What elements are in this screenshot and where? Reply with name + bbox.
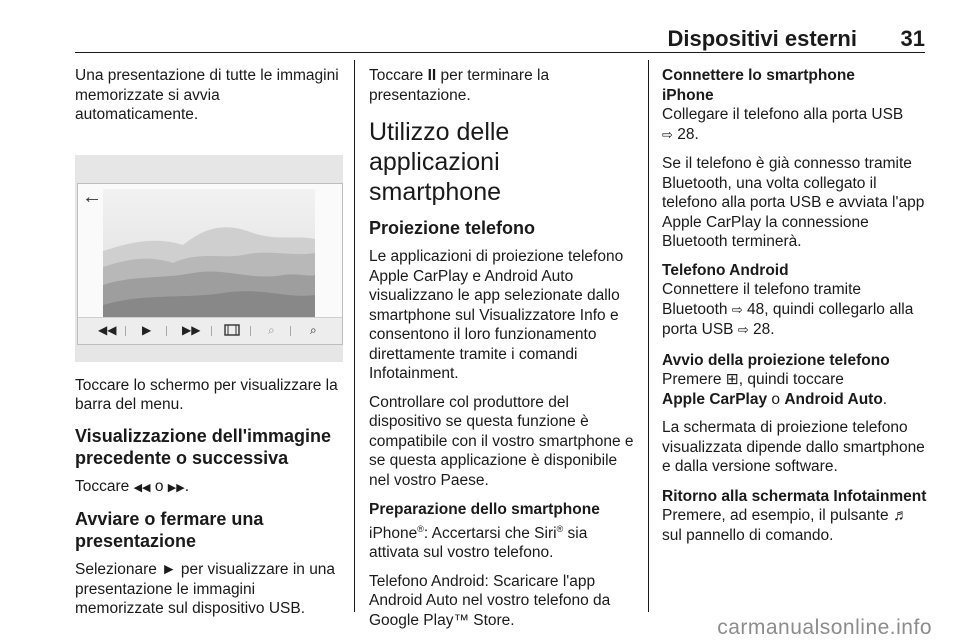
- back-arrow-icon[interactable]: ←: [82, 185, 102, 208]
- page-ref-arrow-icon: ⇨: [737, 323, 749, 338]
- projection-screen-note: La schermata di proiezione telefono visualizzata dipende dallo smartphone e dalla versione software.: [662, 419, 925, 475]
- aspect-ratio-icon[interactable]: [224, 324, 240, 339]
- mountain-photo: [103, 189, 315, 319]
- music-note-icon: ♬: [892, 507, 909, 524]
- watermark: carmanualsonline.info: [717, 616, 932, 639]
- android-connect-instruction: Connettere il telefono tramite Bluetooth ⇨ 48, quindi collegarlo alla porta USB ⇨ 28.: [662, 281, 914, 338]
- heading-connect-smartphone: Connettere lo smartphone: [662, 67, 855, 84]
- iphone-usb-instruction: Collegare il telefono alla porta USB ⇨ 28.: [662, 106, 904, 143]
- forward-icon: ▶▶: [167, 481, 185, 494]
- heading-start-projection: Avvio della proiezione telefono: [662, 351, 890, 369]
- heading-phone-projection: Proiezione telefono: [369, 218, 536, 238]
- home-icon: ⊞: [725, 371, 739, 388]
- menu-separator: [125, 326, 126, 336]
- menu-bar-caption: Toccare lo schermo per visualizzare la barra del menu.: [75, 376, 338, 413]
- page-number: 31: [900, 26, 925, 51]
- rewind-icon[interactable]: ◀◀: [98, 322, 117, 337]
- page-header: [75, 26, 925, 52]
- menu-separator: [211, 326, 212, 336]
- column-3: [662, 66, 927, 554]
- page-ref-arrow-icon: ⇨: [731, 302, 743, 318]
- compatibility-note: Controllare col produttore del dispositivo se questa funzione è compatibile con il vostro smartphone e se questa applicazione è disponibile nel vostro Paese.: [369, 393, 634, 489]
- mountain-landscape-image: [103, 189, 315, 319]
- screen-frame: [77, 183, 343, 345]
- menu-separator: [166, 326, 167, 336]
- zoom-out-icon[interactable]: ⌕: [268, 322, 275, 337]
- start-projection-instruction: Premere ⊞, quindi toccare Apple CarPlay o Android Auto.: [662, 371, 888, 408]
- iphone-prep: iPhone®: Accertarsi che Siri® sia attivata sul vostro telefono.: [369, 523, 588, 562]
- return-instruction: Premere, ad esempio, il pulsante ♬ sul pannello di comando.: [662, 507, 909, 544]
- play-icon[interactable]: ▶: [142, 322, 152, 337]
- android-prep: Telefono Android: Scaricare l'app Android Auto nel vostro telefono da Google Play™ Store.: [369, 572, 611, 629]
- heading-return-infotainment: Ritorno alla schermata Infotainment: [662, 487, 927, 505]
- slideshow-instruction: Selezionare ► per visualizzare in una presentazione le immagini memorizzate sul dispositivo USB.: [75, 561, 336, 617]
- column-divider: [354, 60, 355, 612]
- heading-iphone: iPhone: [662, 86, 714, 104]
- menu-separator: [250, 326, 251, 336]
- play-icon: ►: [161, 561, 177, 578]
- forward-icon[interactable]: ▶▶: [182, 322, 201, 337]
- zoom-in-icon[interactable]: ⌕: [310, 322, 317, 337]
- projection-description: Le applicazioni di proiezione telefono Apple CarPlay e Android Auto visualizzano le app selezionate dallo smartphone sul Visualizzatore Info e consentono il loro funzionamento direttamente tramite i comandi Infotainment.: [369, 248, 624, 382]
- heading-prev-next: Visualizzazione dell'immagine precedente o successiva: [75, 425, 332, 468]
- page-ref-arrow-icon: ⇨: [662, 127, 673, 143]
- heading-android-phone: Telefono Android: [662, 261, 789, 279]
- stop-slideshow-instruction: Toccare II per terminare la presentazione.: [369, 67, 550, 104]
- heading-smartphone-prep: Preparazione dello smartphone: [369, 501, 600, 518]
- heading-slideshow: Avviare o fermare una presentazione: [75, 509, 264, 551]
- column-1: [75, 66, 343, 628]
- heading-smartphone-apps: Utilizzo delle applicazioni smartphone: [369, 118, 510, 206]
- bluetooth-note: Se il telefono è già connesso tramite Bluetooth, una volta collegato il telefono alla porta USB e avviata l'app Apple CarPlay la connessione Bluetooth terminerà.: [662, 155, 925, 250]
- prev-next-instruction: Toccare ◀◀ o ▶▶.: [75, 477, 189, 495]
- slideshow-screen-illustration: [75, 155, 343, 362]
- menu-separator: [290, 326, 291, 336]
- section-title: Dispositivi esterni: [667, 26, 857, 51]
- header-rule: [75, 52, 925, 53]
- column-divider: [648, 60, 649, 612]
- registered-mark: ®: [556, 523, 564, 534]
- slideshow-intro: Una presentazione di tutte le immagini memorizzate si avvia automaticamente.: [75, 67, 339, 123]
- pause-icon: II: [427, 67, 437, 84]
- rewind-icon: ◀◀: [133, 481, 151, 494]
- slideshow-menu-bar: [78, 317, 342, 344]
- column-2: [369, 66, 634, 639]
